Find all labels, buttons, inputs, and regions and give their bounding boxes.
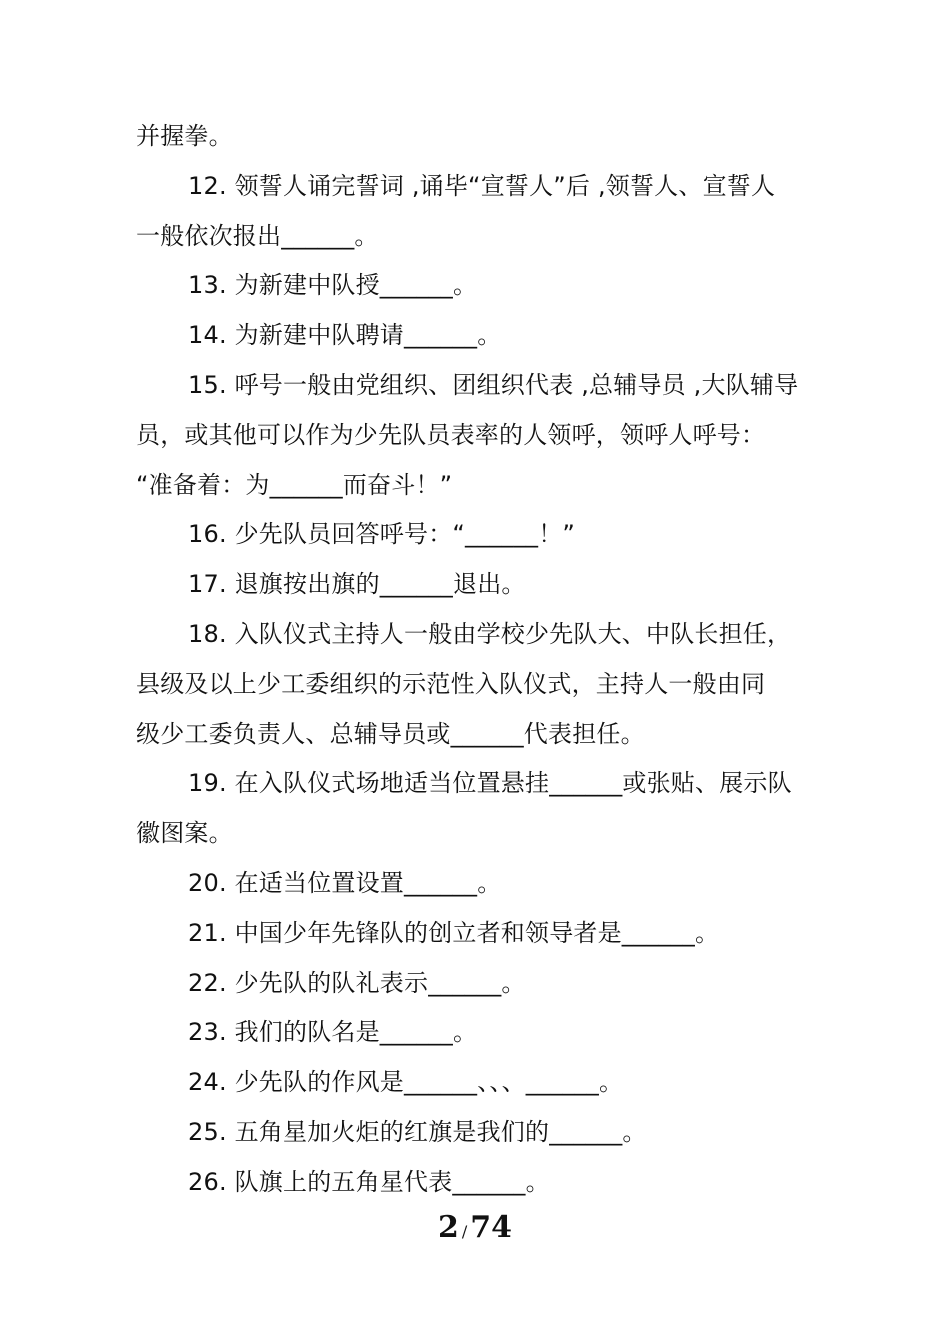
text-line: 23. 我们的队名是______。 — [188, 1018, 478, 1047]
text-line: 13. 为新建中队授______。 — [188, 271, 478, 300]
text-line: 县级及以上少工委组织的示范性入队仪式，主持人一般由同 — [136, 669, 766, 698]
text-line: 徽图案。 — [136, 819, 233, 848]
text-line: 26. 队旗上的五角星代表______。 — [188, 1167, 550, 1196]
current-page-number: 2 — [437, 1210, 459, 1245]
text-line: 21. 中国少年先锋队的创立者和领导者是______。 — [188, 918, 720, 947]
document-body — [136, 112, 816, 1208]
text-line: 14. 为新建中队聘请______。 — [188, 321, 502, 350]
text-line: 并握拳。 — [136, 122, 233, 150]
text-line: 18. 入队仪式主持人一般由学校少先队大、中队长担任， — [188, 619, 792, 648]
page-number-separator: / — [461, 1222, 468, 1241]
text-line: 员，或其他可以作为少先队员表率的人领呼，领呼人呼号： — [136, 420, 766, 449]
page-number — [0, 1210, 950, 1245]
text-line: 16. 少先队员回答呼号：“______！” — [188, 520, 576, 549]
text-line: 15. 呼号一般由党组织、团组织代表 ,总辅导员 ,大队辅导 — [188, 370, 799, 399]
text-line: 25. 五角星加火炬的红旗是我们的______。 — [188, 1117, 647, 1146]
text-line: 一般依次报出______。 — [136, 221, 379, 250]
text-line: 22. 少先队的队礼表示______。 — [188, 968, 526, 997]
text-line: 12. 领誓人诵完誓词 ,诵毕“宣誓人”后 ,领誓人、宣誓人 — [188, 171, 776, 200]
text-line: 20. 在适当位置设置______。 — [188, 868, 502, 897]
text-line: 17. 退旗按出旗的______退出。 — [188, 570, 526, 599]
text-line: “准备着：为______而奋斗！” — [136, 470, 453, 499]
text-line: 19. 在入队仪式场地适当位置悬挂______或张贴、展示队 — [188, 769, 792, 798]
total-page-count: 74 — [470, 1210, 512, 1245]
text-line: 24. 少先队的作风是______、、、______。 — [188, 1068, 624, 1097]
text-line: 级少工委负责人、总辅导员或______代表担任。 — [136, 719, 645, 748]
